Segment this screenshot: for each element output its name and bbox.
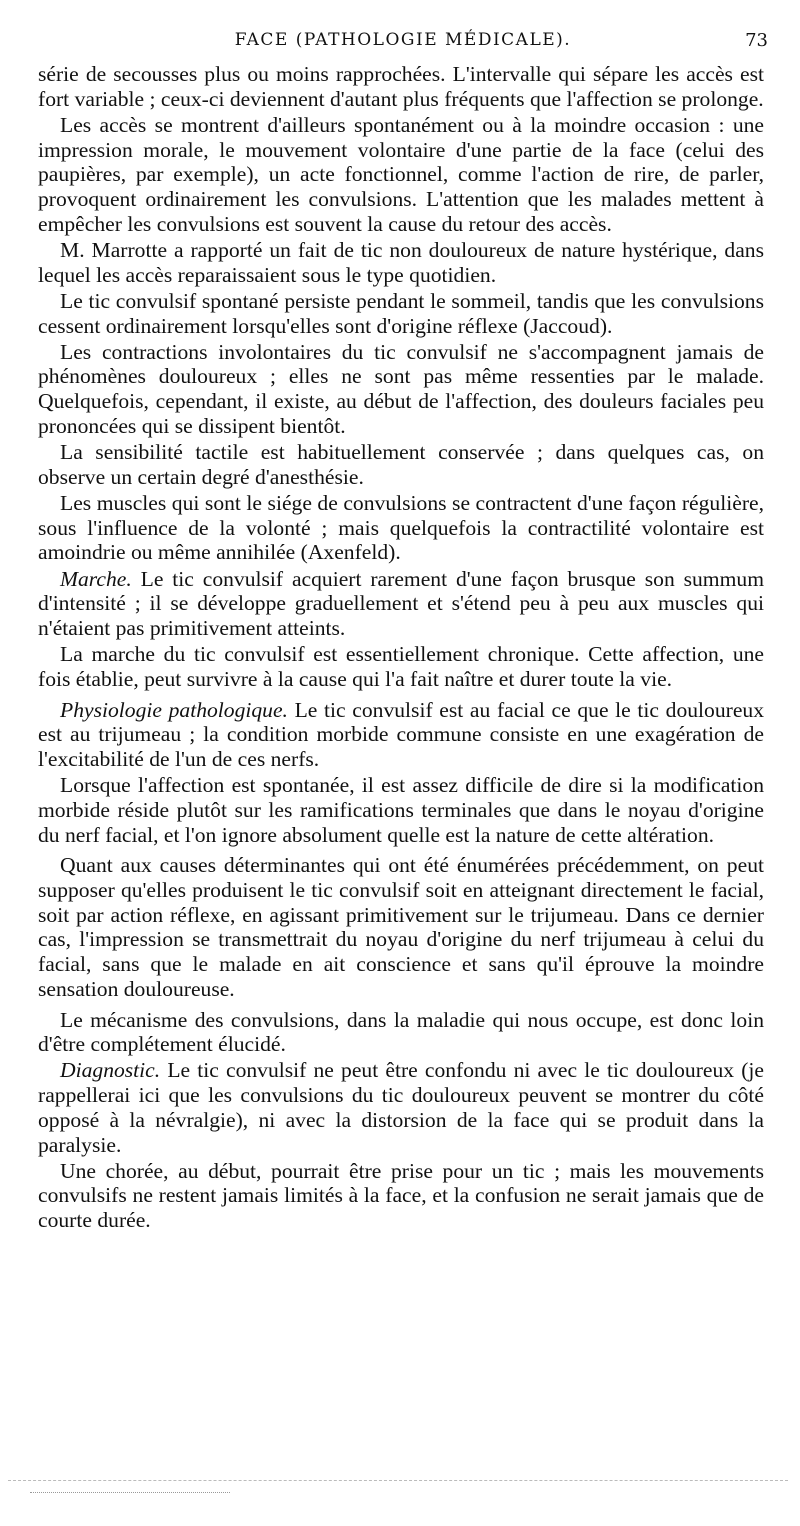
paragraph-sensibility <box>38 440 764 489</box>
paragraph-text: Une chorée, au début, pourrait être prise pour un tic ; mais les mouvements convulsifs ne restent jamais limités à la face, et la confusion ne serait jamais que de courte durée. <box>38 1158 764 1233</box>
paragraph-text: Les muscles qui sont le siége de convulsions se contractent d'une façon régulière, sous l'influence de la volonté ; mais quelquefois la contractilité volontaire est amoindrie ou même annihilée (Axenfeld). <box>38 490 764 565</box>
paragraph-text: Les accès se montrent d'ailleurs spontanément ou à la moindre occasion : une impression morale, le mouvement volontaire d'une partie de la face (celui des paupières, par exemple), un acte fonctionnel, comme l'action de rire, de parler, provoquent ordinairement les convulsions. L'attention que les malades mettent à empêcher les convulsions est souvent la cause du retour des accès. <box>38 112 764 236</box>
paragraph-text: La marche du tic convulsif est essentiellement chronique. Cette affection, une fois établie, peut survivre à la cause qui l'a fait naître et durer toute la vie. <box>38 642 764 691</box>
paragraph-text: Le tic convulsif est au facial ce que le tic douloureux est au trijumeau ; la condition morbide commune consiste en une exagération de l'excitabilité de l'un de ces nerfs. <box>38 697 764 771</box>
paragraph-text: Le tic convulsif spontané persiste pendant le sommeil, tandis que les convulsions cessent ordinairement lorsqu'elles sont d'origine réflexe (Jaccoud). <box>38 288 764 338</box>
paragraph-muscles <box>38 491 764 565</box>
paragraph-text: Le tic convulsif ne peut être confondu ni avec le tic douloureux (je rappellerai ici que les convulsions du tic douloureux peuvent se montrer du côté opposé à la névralgie), ni avec la distorsion de la face qui se produit dans la paralysie. <box>38 1058 764 1157</box>
paragraph-marrotte <box>38 238 764 287</box>
paragraph-contractions <box>38 340 764 439</box>
section-lead-marche: Marche. <box>60 566 132 591</box>
paragraph-text: Lorsque l'affection est spontanée, il est assez difficile de dire si la modification morbide réside plutôt sur les ramifications terminales que dans le noyau d'origine du nerf facial, et l'on ignore absolument quelle est la nature de cette altération. <box>38 773 764 847</box>
body-text <box>38 62 764 1233</box>
paragraph-continuation <box>38 62 764 111</box>
paragraph-physiologie <box>38 698 764 772</box>
paragraph-text: Les contractions involontaires du tic convulsif ne s'accompagnent jamais de phénomènes douloureux ; elles ne sont pas même ressenties par le malade. Quelquefois, cependant, il existe, au début de l'affection, des douleurs faciales peu prononcées qui se dissipent bientôt. <box>38 339 764 438</box>
section-lead-physiologie: Physiologie pathologique. <box>60 697 288 722</box>
scan-artifact-rule <box>8 1480 788 1481</box>
paragraph-text: Le tic convulsif acquiert rarement d'une façon brusque son summum d'intensité ; il se développe graduellement et s'étend peu à peu aux muscles qui n'étaient pas primitivement atteints. <box>38 566 764 640</box>
paragraph-spontaneous <box>38 773 764 847</box>
paragraph-causes <box>38 853 764 1001</box>
scan-artifact-rule <box>30 1492 230 1493</box>
paragraph-choree <box>38 1159 764 1233</box>
paragraph-text: Le mécanisme des convulsions, dans la maladie qui nous occupe, est donc loin d'être complétement élucidé. <box>38 1007 764 1057</box>
paragraph-attacks <box>38 113 764 237</box>
paragraph-text: Quant aux causes déterminantes qui ont été énumérées précédemment, on peut supposer qu'elles produisent le tic convulsif soit en atteignant directement le facial, soit par action réflexe, en agissant primitivement sur le trijumeau. Dans ce dernier cas, l'impression se transmettrait du noyau d'origine du nerf trijumeau à celui du facial, sans que le malade en ait conscience et sans qu'il éprouve la moindre sensation douloureuse. <box>38 853 764 1001</box>
paragraph-text: M. Marrotte a rapporté un fait de tic non douloureux de nature hystérique, dans lequel les accès reparaissaient sous le type quotidien. <box>38 237 764 287</box>
paragraph-chronic <box>38 642 764 691</box>
running-title: FACE (PATHOLOGIE MÉDICALE). <box>234 30 572 50</box>
paragraph-diagnostic <box>38 1058 764 1157</box>
paragraph-mechanism <box>38 1008 764 1057</box>
paragraph-text: La sensibilité tactile est habituellement conservée ; dans quelques cas, on observe un certain degré d'anesthésie. <box>38 440 764 489</box>
section-lead-diagnostic: Diagnostic. <box>60 1058 161 1083</box>
page-header <box>38 30 768 58</box>
paragraph-text: série de secousses plus ou moins rapprochées. L'intervalle qui sépare les accès est fort variable ; ceux-ci deviennent d'autant plus fréquents que l'affection se prolonge. <box>38 62 764 111</box>
page-number: 73 <box>745 30 768 51</box>
paragraph-sleep <box>38 289 764 338</box>
paragraph-marche <box>38 567 764 641</box>
